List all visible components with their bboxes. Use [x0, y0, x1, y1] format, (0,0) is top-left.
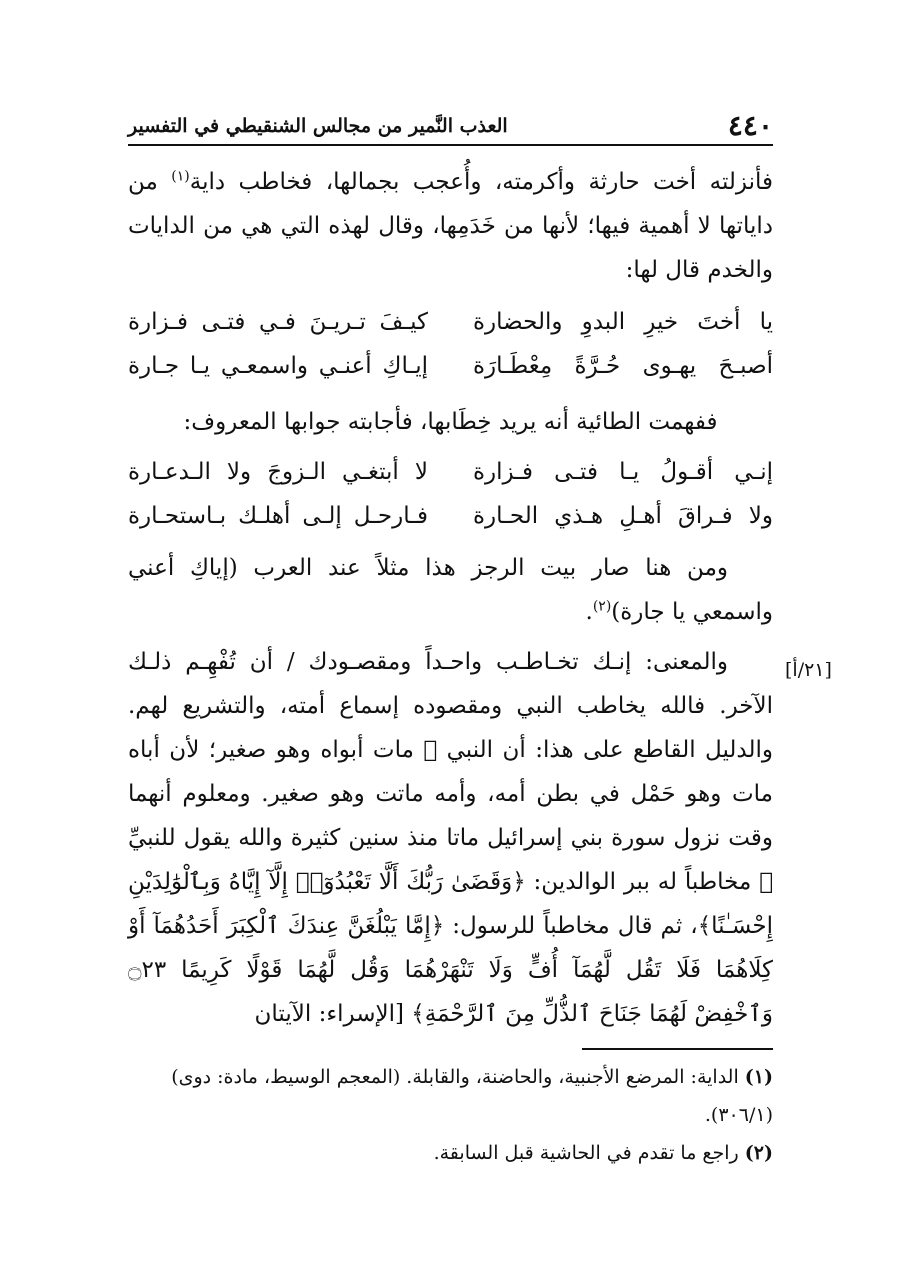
hemistich-right: أصبـحَ يهـوى حُـرَّةً مِعْطَـارَة [473, 353, 773, 379]
poem-2 [128, 450, 773, 538]
manuscript-folio-ref: [٢١/أ] [785, 659, 832, 681]
hemistich-left: إيـاكِ أعنـي واسمعـي يـا جـارة [128, 353, 428, 379]
hemistich-right: إنـي أقـولُ يـا فتـى فـزارة [473, 459, 773, 485]
running-title: العذب النَّمير من مجالس الشنقيطي في التفسير [128, 115, 508, 137]
poem-verse [128, 494, 773, 538]
reply-intro: ففهمت الطائية أنه يريد خِطَابها، فأجابته جوابها المعروف: [183, 409, 718, 435]
footnote-text: الداية: المرضع الأجنبية، والحاضنة، والقابلة. (المعجم الوسيط، مادة: دوى) (٣٠٦/١). [171, 1066, 773, 1126]
main-paragraph: والمعنى: إنـك تخـاطـب واحـداً ومقصـودك / أن تُفْهِـم ذلـك الآخر. فالله يخاطب النبي ومقصوده إسماع أمته، والتشريع لهم. والدليل القاطع على هذا: أن النبي ﷺ مات أبواه وهو صغير؛ لأن أباه مات وهو حَمْل في بطن أمه، وأمه ماتت وهو صغير. ومعلوم أنهما وقت نزول سورة بني إسرائيل ماتا منذ سنين كثيرة والله يقول للنبيِّ ﷺ مخاطباً له ببر الوالدين: ﴿وَقَضَىٰ رَبُّكَ أَلَّا تَعْبُدُوٓا۟ إِلَّآ إِيَّاهُ وَبِٱلْوَٰلِدَيْنِ إِحْسَـٰنًا﴾، ثم قال مخاطباً للرسول: ﴿إِمَّا يَبْلُغَنَّ عِندَكَ ٱلْكِبَرَ أَحَدُهُمَآ أَوْ كِلَاهُمَا فَلَا تَقُل لَّهُمَآ أُفٍّ وَلَا تَنْهَرْهُمَا وَقُل لَّهُمَا قَوْلًا كَرِيمًا ۝٢٣ وَٱخْفِضْ لَهُمَا جَنَاحَ ٱلذُّلِّ مِنَ ٱلرَّحْمَةِ﴾ [الإسراء: الآيتان [128, 649, 773, 1027]
poem-verse [128, 300, 773, 344]
footnote-ref-1[interactable]: (١) [171, 168, 190, 185]
footnotes [128, 1058, 773, 1172]
proverb-text-a: ومن هنا صار بيت الرجز هذا مثلاً عند العرب (إياكِ أعني واسمعي يا جارة) [128, 555, 773, 625]
page-header [128, 104, 773, 146]
hemistich-right: ولا فـراقَ أهـلِ هـذي الحـارة [473, 503, 773, 529]
footnote-2 [128, 1134, 773, 1172]
intro-text-b: من داياتها لا أهمية فيها؛ لأنها من خَدَمِها، وقال لهذه التي هي من الدايات والخدم قال لها: [128, 169, 773, 283]
poem-verse [128, 450, 773, 494]
footnote-divider [582, 1048, 773, 1050]
footnote-1 [128, 1058, 773, 1134]
page-number: ٤٤٠ [727, 109, 773, 142]
footnote-number: (٢) [744, 1142, 773, 1164]
hemistich-left: لا أبتغـي الـزوجَ ولا الـدعـارة [128, 459, 428, 485]
poem-verse [128, 344, 773, 388]
hemistich-left: فـارحـل إلـى أهلـك بـاستحـارة [128, 503, 428, 529]
footnote-text: راجع ما تقدم في الحاشية قبل السابقة. [433, 1142, 745, 1164]
footnote-ref-2[interactable]: (٢) [592, 598, 612, 615]
poem-1 [128, 300, 773, 388]
hemistich-left: كيـفَ تـريـنَ فـي فتـى فـزارة [128, 309, 428, 335]
footnote-number: (١) [744, 1066, 773, 1088]
intro-paragraph [128, 160, 773, 292]
proverb-text-b: . [585, 599, 593, 625]
hemistich-right: يا أختَ خيرِ البدوِ والحضارة [473, 309, 773, 335]
proverb-paragraph [128, 546, 773, 634]
intro-text-a: فأنزلته أخت حارثة وأكرمته، وأُعجب بجمالها، فخاطب داية [189, 169, 774, 195]
